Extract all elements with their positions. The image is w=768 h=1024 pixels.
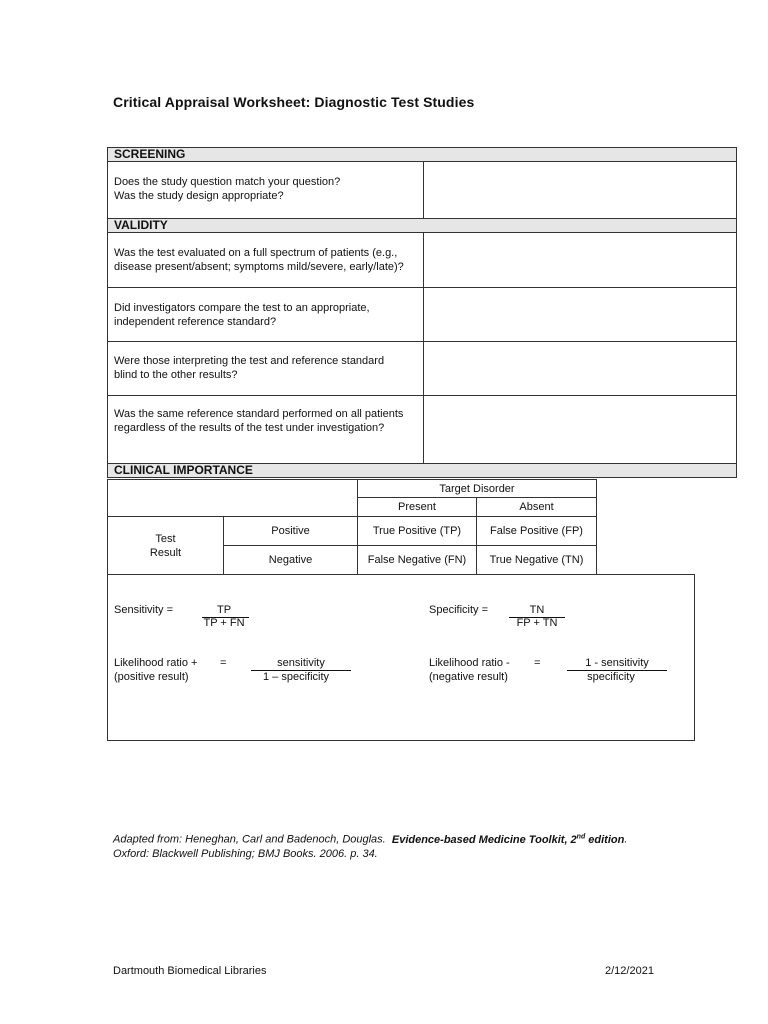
section-heading-validity: VALIDITY: [107, 218, 737, 233]
lr-negative-sublabel: (negative result): [429, 671, 508, 683]
specificity-denominator: FP + TN: [516, 617, 558, 629]
footer-organization: Dartmouth Biomedical Libraries: [113, 965, 267, 977]
validity-row: [107, 342, 737, 396]
citation-book-title: Evidence-based Medicine Toolkit, 2nd edition: [391, 833, 625, 846]
target-disorder-header: Target Disorder: [358, 480, 597, 498]
lr-negative-equals: =: [534, 657, 541, 669]
lr-positive-label: Likelihood ratio +: [114, 657, 198, 669]
specificity-numerator: TN: [529, 604, 545, 616]
two-by-two-table: [107, 479, 597, 575]
validity-question: Was the same reference standard performed on all patients regardless of the results of the test under investigation?: [108, 396, 424, 463]
screening-row: [107, 162, 737, 219]
false-positive-cell: False Positive (FP): [477, 517, 597, 546]
validity-answer-cell[interactable]: [424, 288, 736, 341]
specificity-label: Specificity =: [429, 604, 488, 616]
true-negative-cell: True Negative (TN): [477, 546, 597, 575]
positive-label: Positive: [224, 517, 358, 546]
lr-positive-denominator: 1 – specificity: [262, 671, 330, 683]
citation: [113, 830, 627, 861]
validity-row: [107, 233, 737, 288]
section-heading-clinical-importance: CLINICAL IMPORTANCE: [107, 463, 737, 478]
screening-answer-cell[interactable]: [424, 162, 736, 218]
screening-question: Does the study question match your question? Was the study design appropriate?: [108, 162, 424, 218]
absent-header: Absent: [477, 498, 597, 517]
true-positive-cell: True Positive (TP): [358, 517, 477, 546]
footer-date: 2/12/2021: [605, 965, 654, 977]
sensitivity-label: Sensitivity =: [114, 604, 173, 616]
lr-negative-label: Likelihood ratio -: [429, 657, 510, 669]
present-header: Present: [358, 498, 477, 517]
citation-line-1: Adapted from: Heneghan, Carl and Badenoch, Douglas. Evidence-based Medicine Toolkit, 2nd edition.: [113, 833, 628, 846]
sensitivity-numerator: TP: [216, 604, 232, 616]
page-title: Critical Appraisal Worksheet: Diagnostic Test Studies: [113, 94, 475, 110]
validity-answer-cell[interactable]: [424, 342, 736, 395]
test-result-label: Test Result: [108, 517, 224, 575]
false-negative-cell: False Negative (FN): [358, 546, 477, 575]
validity-answer-cell[interactable]: [424, 396, 736, 463]
validity-row: [107, 288, 737, 342]
sensitivity-denominator: TP + FN: [203, 617, 245, 629]
validity-question: Were those interpreting the test and reference standard blind to the other results?: [108, 342, 424, 395]
validity-answer-cell[interactable]: [424, 233, 736, 287]
section-heading-screening: SCREENING: [107, 147, 737, 162]
validity-row: [107, 396, 737, 464]
lr-positive-sublabel: (positive result): [114, 671, 189, 683]
citation-line-2: Oxford: Blackwell Publishing; BMJ Books. 2006. p. 34.: [113, 847, 378, 860]
lr-negative-denominator: specificity: [587, 671, 635, 683]
validity-question: Was the test evaluated on a full spectrum of patients (e.g., disease present/absent; symptoms mild/severe, early/late)?: [108, 233, 424, 287]
validity-question: Did investigators compare the test to an appropriate, independent reference standard?: [108, 288, 424, 341]
table-corner-cell: [108, 480, 358, 517]
lr-positive-equals: =: [220, 657, 227, 669]
lr-positive-numerator: sensitivity: [277, 657, 325, 669]
formula-box: [107, 574, 695, 741]
lr-negative-numerator: 1 - sensitivity: [585, 657, 649, 669]
negative-label: Negative: [224, 546, 358, 575]
